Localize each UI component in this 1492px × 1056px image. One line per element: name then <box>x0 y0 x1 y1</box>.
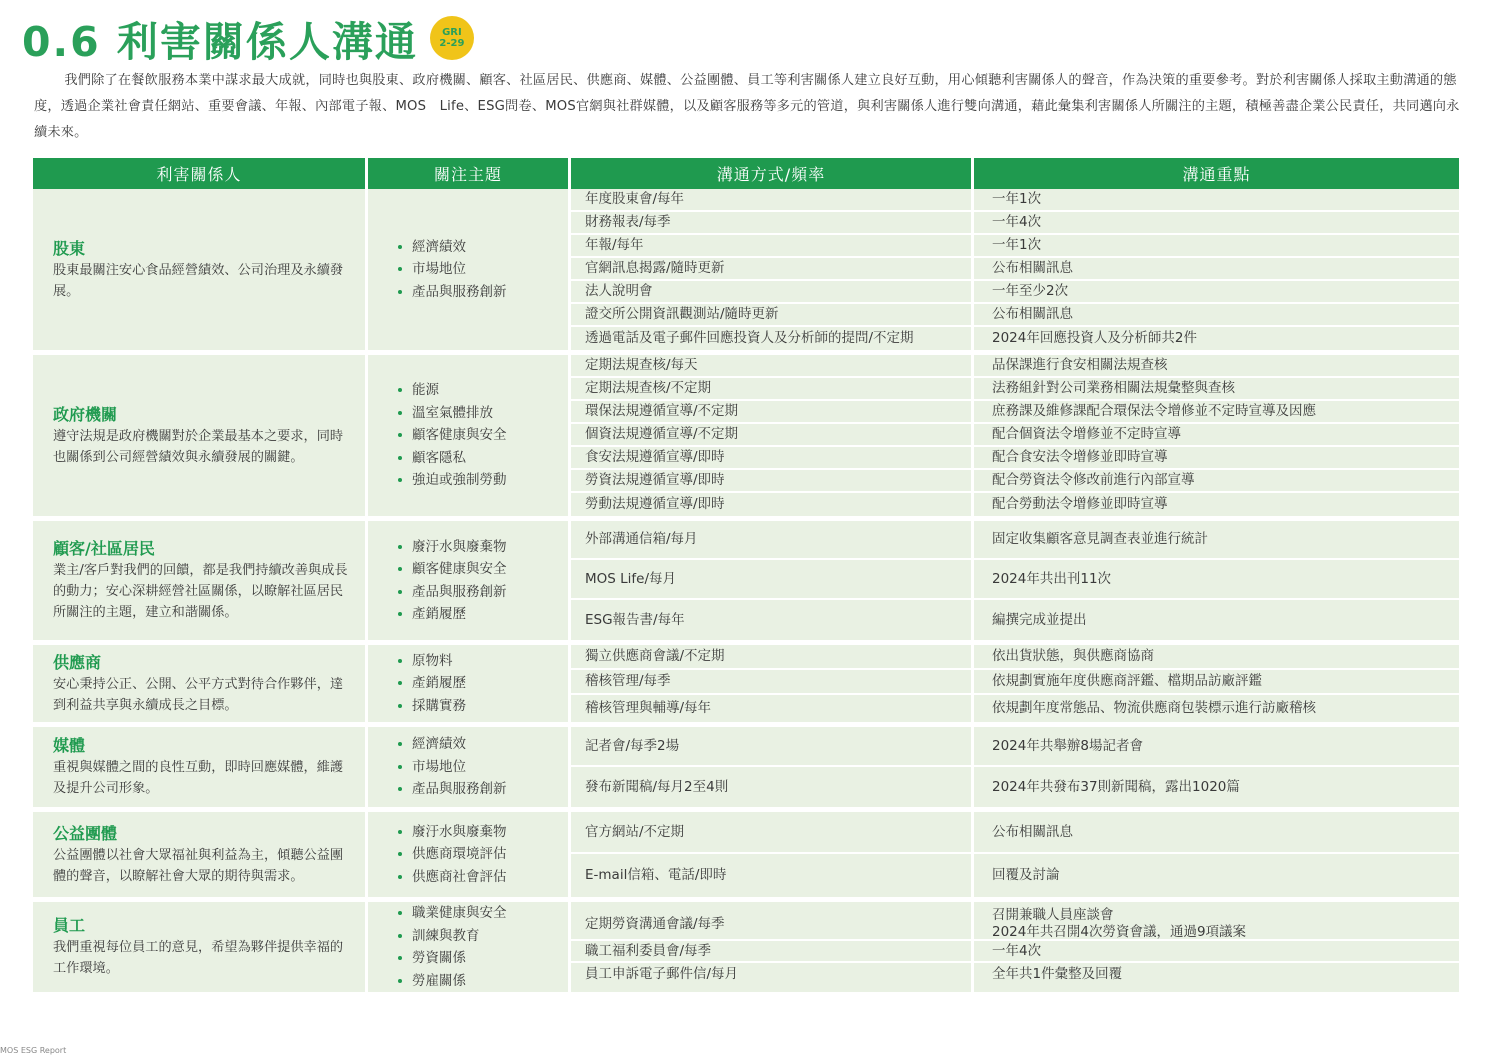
method-item <box>571 963 971 985</box>
point-cell <box>974 902 1459 997</box>
topic-item: 能源 <box>398 379 568 402</box>
point-text: 依規劃實施年度供應商評鑑、檔期品訪廠評鑑 <box>992 673 1262 689</box>
method-text: 透過電話及電子郵件回應投資人及分析師的提問/不定期 <box>585 330 914 346</box>
method-item <box>571 941 971 963</box>
point-item <box>974 281 1459 304</box>
table-header-row <box>33 158 1459 189</box>
topic-item: 產銷履歷 <box>398 672 568 695</box>
method-list <box>571 909 971 985</box>
topics-cell <box>368 812 571 902</box>
method-text: E-mail信箱、電話/即時 <box>585 867 727 883</box>
stakeholder-cell <box>33 355 368 521</box>
point-text: 依出貨狀態，與供應商協商 <box>992 648 1154 664</box>
point-text: 一年1次 <box>992 191 1042 207</box>
method-item <box>571 258 971 281</box>
topic-item: 訓練與教育 <box>398 925 568 948</box>
topics-list <box>368 379 568 492</box>
method-text: 定期勞資溝通會議/每季 <box>585 915 725 932</box>
stakeholder-block <box>33 823 365 887</box>
point-item <box>974 235 1459 258</box>
point-text: 2024年回應投資人及分析師共2件 <box>992 330 1197 346</box>
topic-item: 產品與服務創新 <box>398 581 568 604</box>
point-item <box>974 521 1459 560</box>
point-item <box>974 355 1459 378</box>
topic-item: 市場地位 <box>398 258 568 281</box>
method-cell <box>571 812 974 902</box>
point-text: 公布相關訊息 <box>992 260 1073 276</box>
table-row <box>33 355 1459 521</box>
topic-item: 顧客健康與安全 <box>398 424 568 447</box>
method-item <box>571 767 971 807</box>
table-row <box>33 727 1459 812</box>
stakeholder-description: 我們重視每位員工的意見，希望為夥伴提供幸福的工作環境。 <box>53 940 344 976</box>
gri-badge-label: GRI <box>442 27 462 38</box>
intro-paragraph: 我們除了在餐飲服務本業中謀求最大成就，同時也與股東、政府機關、顧客、社區居民、供應商、媒體、公益團體、員工等利害關係人建立良好互動，用心傾聽利害關係人的聲音，作為決策的重要參考。對於利害關係人採取主動溝通的態度，透過企業社會責任網站、重要會議、年報、內部電子報、MOS Life、ESG問卷、MOS官網與社群媒體，以及顧客服務等多元的管道，與利害關係人進行雙向溝通，藉此彙集利害關係人所關注的主題，積極善盡企業公民責任，共同邁向永續未來。 <box>34 73 1460 140</box>
point-text: 固定收集顧客意見調查表並進行統計 <box>992 531 1208 547</box>
method-item <box>571 378 971 401</box>
method-item <box>571 600 971 640</box>
stakeholder-block <box>33 915 365 979</box>
point-list <box>974 521 1459 640</box>
method-text: 勞資法規遵循宣導/即時 <box>585 472 725 488</box>
point-text: 法務組針對公司業務相關法規彙整與查核 <box>992 380 1235 396</box>
method-text: 員工申訴電子郵件信/每月 <box>585 965 739 982</box>
method-item <box>571 235 971 258</box>
stakeholder-description: 遵守法規是政府機關對於企業最基本之要求，同時也關係到公司經營績效與永續發展的關鍵。 <box>53 428 344 465</box>
point-item <box>974 447 1459 470</box>
gri-badge <box>430 16 474 60</box>
method-list <box>571 812 971 897</box>
method-text: 稽核管理與輔導/每年 <box>585 700 712 716</box>
topics-cell <box>368 645 571 727</box>
point-text: 2024年共舉辦8場記者會 <box>992 737 1143 754</box>
stakeholder-cell <box>33 521 368 645</box>
topic-item: 顧客隱私 <box>398 447 568 470</box>
gri-badge-code: 2-29 <box>439 38 465 49</box>
point-item <box>974 941 1459 963</box>
point-text: 一年4次 <box>992 942 1042 959</box>
stakeholder-description: 業主/客戶對我們的回饋，都是我們持續改善與成長的動力；安心深耕經營社區關係，以瞭解社區居民所關注的主題，建立和諧關係。 <box>53 563 348 620</box>
stakeholder-cell <box>33 902 368 997</box>
point-list <box>974 645 1459 722</box>
topic-item: 採購實務 <box>398 695 568 718</box>
topics-list <box>368 821 568 889</box>
method-list <box>571 189 971 350</box>
topics-list <box>368 650 568 718</box>
point-item <box>974 493 1459 516</box>
table-row <box>33 812 1459 902</box>
method-list <box>571 521 971 640</box>
method-item <box>571 727 971 767</box>
method-text: MOS Life/每月 <box>585 570 677 587</box>
method-cell <box>571 727 974 812</box>
topic-item: 顧客健康與安全 <box>398 558 568 581</box>
stakeholder-name: 員工 <box>53 916 86 935</box>
topics-cell <box>368 355 571 521</box>
method-item <box>571 670 971 695</box>
method-item <box>571 470 971 493</box>
point-item <box>974 327 1459 350</box>
topic-item: 強迫或強制勞動 <box>398 469 568 492</box>
topic-item: 勞雇關係 <box>398 970 568 993</box>
topics-cell <box>368 727 571 812</box>
point-text: 一年1次 <box>992 237 1042 253</box>
point-text: 2024年共發布37則新聞稿，露出1020篇 <box>992 778 1240 795</box>
header-stakeholder: 利害關係人 <box>33 158 368 189</box>
stakeholder-table <box>33 158 1459 997</box>
point-item <box>974 695 1459 722</box>
topic-item: 產品與服務創新 <box>398 778 568 801</box>
stakeholder-cell <box>33 645 368 727</box>
method-item <box>571 812 971 854</box>
stakeholder-cell <box>33 189 368 355</box>
method-cell <box>571 355 974 521</box>
point-text: 配合食安法令增修並即時宣導 <box>992 449 1168 465</box>
stakeholder-name: 公益團體 <box>53 823 118 843</box>
stakeholder-cell <box>33 727 368 812</box>
method-list <box>571 645 971 722</box>
point-text: 公布相關訊息 <box>992 306 1073 322</box>
page-footer: MOS ESG Report <box>0 1046 67 1055</box>
point-list <box>974 909 1459 985</box>
topic-item: 職業健康與安全 <box>398 902 568 925</box>
page-title: 0.6 利害關係人溝通 <box>22 17 418 66</box>
point-text: 一年4次 <box>992 214 1042 230</box>
point-item <box>974 645 1459 670</box>
method-item <box>571 645 971 670</box>
method-cell <box>571 189 974 355</box>
point-text: 品保課進行食安相關法規查核 <box>992 357 1168 373</box>
stakeholder-name: 供應商 <box>53 652 102 672</box>
method-list <box>571 727 971 807</box>
stakeholder-block <box>33 735 365 799</box>
method-text: ESG報告書/每年 <box>585 611 685 628</box>
point-item <box>974 909 1459 941</box>
point-item <box>974 963 1459 985</box>
point-text: 配合勞動法令增修並即時宣導 <box>992 496 1168 512</box>
stakeholder-description: 公益團體以社會大眾福祉與利益為主，傾聽公益團體的聲音，以瞭解社會大眾的期待與需求。 <box>53 847 344 884</box>
topic-item: 溫室氣體排放 <box>398 402 568 425</box>
method-text: 年度股東會/每年 <box>585 191 685 207</box>
point-text: 公布相關訊息 <box>992 823 1073 840</box>
point-list <box>974 727 1459 807</box>
point-item <box>974 600 1459 640</box>
stakeholder-description: 股東最關注安心食品經營績效、公司治理及永續發展。 <box>53 262 344 299</box>
point-list <box>974 355 1459 516</box>
method-item <box>571 424 971 447</box>
point-item <box>974 378 1459 401</box>
method-cell <box>571 645 974 727</box>
stakeholder-name: 媒體 <box>53 736 86 755</box>
point-item <box>974 854 1459 897</box>
table-row <box>33 521 1459 645</box>
point-text: 全年共1件彙整及回覆 <box>992 965 1123 982</box>
stakeholder-block <box>33 404 365 468</box>
stakeholder-name: 顧客/社區居民 <box>53 539 155 558</box>
topic-item: 廢汙水與廢棄物 <box>398 821 568 844</box>
method-text: 稽核管理/每季 <box>585 673 671 689</box>
point-item <box>974 470 1459 493</box>
table-row <box>33 902 1459 997</box>
method-text: 個資法規遵循宣導/不定期 <box>585 426 739 442</box>
method-item <box>571 189 971 212</box>
method-text: 職工福利委員會/每季 <box>585 942 712 959</box>
topics-list <box>368 236 568 304</box>
point-text: 依規劃年度常態品、物流供應商包裝標示進行訪廠稽核 <box>992 700 1316 716</box>
point-item <box>974 401 1459 424</box>
topics-cell <box>368 521 571 645</box>
point-text: 回覆及討論 <box>992 867 1060 883</box>
stakeholder-block <box>33 538 365 623</box>
method-cell <box>571 902 974 997</box>
method-item <box>571 695 971 722</box>
point-cell <box>974 727 1459 812</box>
topic-item: 供應商環境評估 <box>398 843 568 866</box>
point-list <box>974 189 1459 350</box>
method-item <box>571 212 971 235</box>
title-row <box>22 8 474 68</box>
method-text: 年報/每年 <box>585 237 644 253</box>
point-item <box>974 560 1459 600</box>
point-list <box>974 812 1459 897</box>
header-points: 溝通重點 <box>974 158 1459 189</box>
method-item <box>571 304 971 327</box>
point-cell <box>974 355 1459 521</box>
point-item <box>974 767 1459 807</box>
point-item <box>974 304 1459 327</box>
header-methods: 溝通方式/頻率 <box>571 158 974 189</box>
stakeholder-block <box>33 238 365 302</box>
point-item <box>974 812 1459 854</box>
method-item <box>571 401 971 424</box>
method-item <box>571 281 971 304</box>
method-text: 發布新聞稿/每月2至4則 <box>585 778 729 795</box>
point-text: 配合勞資法令修改前進行內部宣導 <box>992 472 1195 488</box>
topics-cell <box>368 902 571 997</box>
topic-item: 市場地位 <box>398 756 568 779</box>
point-cell <box>974 645 1459 727</box>
topic-item: 勞資關係 <box>398 947 568 970</box>
topic-item: 經濟績效 <box>398 733 568 756</box>
method-text: 官網訊息揭露/隨時更新 <box>585 260 725 276</box>
topic-item: 產銷履歷 <box>398 603 568 626</box>
point-cell <box>974 521 1459 645</box>
method-item <box>571 493 971 516</box>
stakeholder-name: 股東 <box>53 238 86 258</box>
stakeholder-description: 安心秉持公正、公開、公平方式對待合作夥伴，達到利益共享與永續成長之目標。 <box>53 676 344 713</box>
method-list <box>571 355 971 516</box>
stakeholder-block <box>33 652 365 716</box>
method-text: 法人說明會 <box>585 283 653 299</box>
point-text: 編撰完成並提出 <box>992 611 1087 628</box>
method-text: 食安法規遵循宣導/即時 <box>585 449 725 465</box>
method-item <box>571 447 971 470</box>
method-item <box>571 854 971 897</box>
method-item <box>571 909 971 941</box>
method-text: 外部溝通信箱/每月 <box>585 531 698 547</box>
method-text: 定期法規查核/不定期 <box>585 380 712 396</box>
stakeholder-name: 政府機關 <box>53 404 118 424</box>
method-text: 財務報表/每季 <box>585 214 671 230</box>
point-item <box>974 189 1459 212</box>
method-text: 證交所公開資訊觀測站/隨時更新 <box>585 306 779 322</box>
point-item <box>974 670 1459 695</box>
method-item <box>571 560 971 600</box>
method-text: 記者會/每季2場 <box>585 737 680 754</box>
header-topics: 關注主題 <box>368 158 571 189</box>
point-text: 庶務課及維修課配合環保法令增修並不定時宣導及因應 <box>992 403 1316 419</box>
method-cell <box>571 521 974 645</box>
method-text: 官方網站/不定期 <box>585 823 685 840</box>
method-text: 定期法規查核/每天 <box>585 357 698 373</box>
table-row <box>33 189 1459 355</box>
topics-list <box>368 902 568 992</box>
method-text: 環保法規遵循宣導/不定期 <box>585 403 739 419</box>
topics-list <box>368 536 568 626</box>
stakeholder-cell <box>33 812 368 902</box>
point-item <box>974 212 1459 235</box>
point-cell <box>974 189 1459 355</box>
method-text: 勞動法規遵循宣導/即時 <box>585 496 725 512</box>
method-item <box>571 521 971 560</box>
point-item <box>974 424 1459 447</box>
table-row <box>33 645 1459 727</box>
point-item <box>974 258 1459 281</box>
stakeholder-description: 重視與媒體之間的良性互動，即時回應媒體，維護及提升公司形象。 <box>53 760 344 796</box>
point-text: 配合個資法令增修並不定時宣導 <box>992 426 1181 442</box>
point-cell <box>974 812 1459 902</box>
topic-item: 產品與服務創新 <box>398 281 568 304</box>
point-text: 一年至少2次 <box>992 283 1069 299</box>
topics-list <box>368 733 568 801</box>
point-text: 召開兼職人員座談會 2024年共召開4次勞資會議，通過9項議案 <box>992 907 1247 940</box>
point-item <box>974 727 1459 767</box>
method-text: 獨立供應商會議/不定期 <box>585 648 725 664</box>
method-item <box>571 327 971 350</box>
method-item <box>571 355 971 378</box>
topic-item: 廢汙水與廢棄物 <box>398 536 568 559</box>
topic-item: 原物料 <box>398 650 568 673</box>
point-text: 2024年共出刊11次 <box>992 570 1112 587</box>
topics-cell <box>368 189 571 355</box>
topic-item: 經濟績效 <box>398 236 568 259</box>
topic-item: 供應商社會評估 <box>398 866 568 889</box>
